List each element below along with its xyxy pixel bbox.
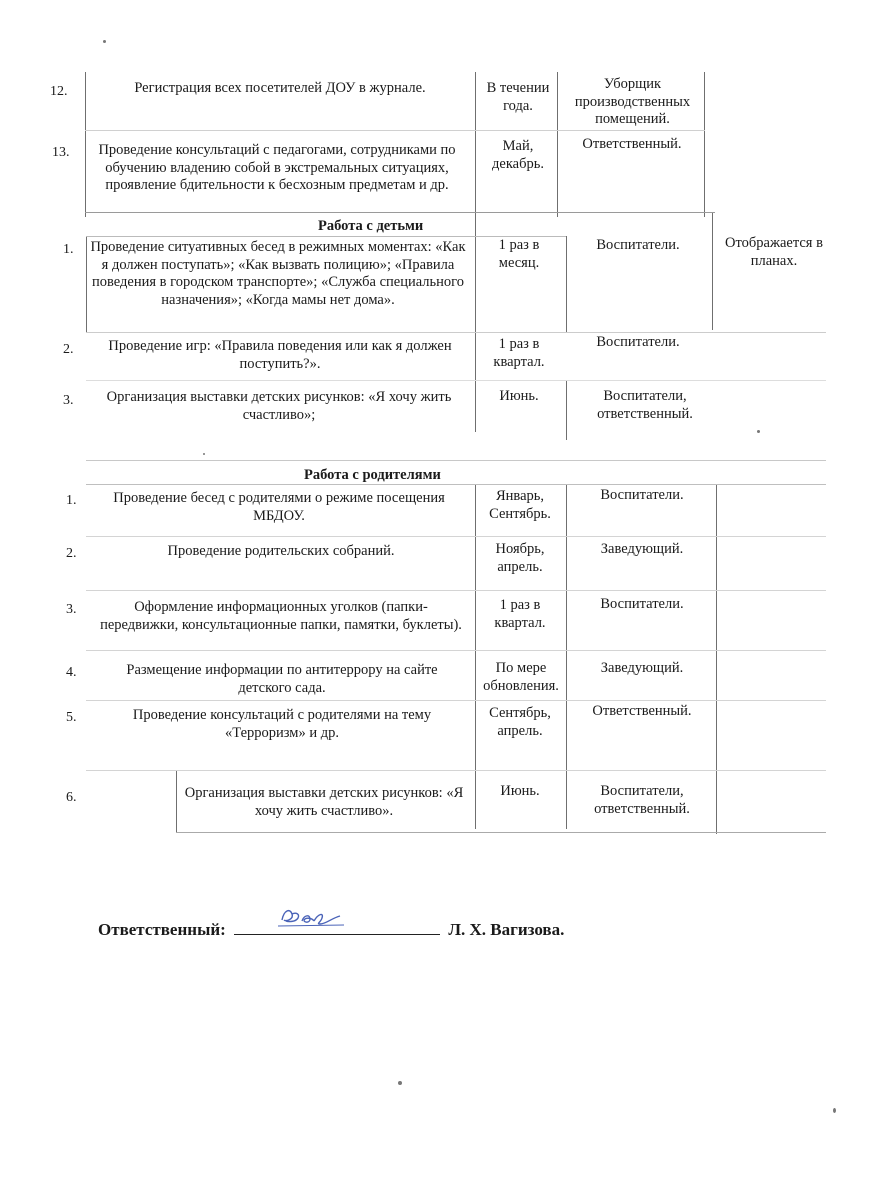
- responsible-cell: Воспитатели.: [600, 487, 684, 503]
- note-cell: Отображается в планах.: [725, 235, 823, 269]
- grid-line: [86, 460, 826, 461]
- row-number: 4.: [66, 665, 77, 680]
- row-number: 2.: [63, 342, 74, 357]
- term-cell: Май, декабрь.: [492, 138, 544, 172]
- event-cell: Организация выставки детских рисунков: «Я хочу жить счастливо».: [184, 785, 464, 819]
- grid-line: [557, 72, 558, 217]
- term-cell: Июнь.: [499, 388, 539, 404]
- event-cell: Проведение консультаций с педагогами, сотрудниками по обучению владению собой в экстремальных ситуациях, проявление бдительности к бесхозным предметам и др.: [98, 142, 456, 193]
- grid-line: [86, 236, 87, 332]
- event-cell: Организация выставки детских рисунков: «Я хочу жить счастливо»;: [106, 389, 452, 423]
- grid-line: [85, 212, 715, 213]
- grid-line: [712, 212, 713, 330]
- term-cell: Январь, Сентябрь.: [489, 488, 551, 522]
- responsible-cell: Ответственный.: [592, 703, 692, 719]
- signature-row: [98, 918, 564, 940]
- responsible-cell: Воспитатели.: [596, 237, 680, 253]
- grid-line: [475, 72, 476, 432]
- section-title: Работа с детьми: [318, 218, 424, 234]
- grid-line: [86, 536, 826, 537]
- responsible-cell: Воспитатели, ответственный.: [597, 388, 693, 422]
- row-number: 1.: [63, 242, 74, 257]
- term-cell: 1 раз в месяц.: [498, 237, 540, 271]
- responsible-cell: Заведующий.: [600, 660, 684, 676]
- grid-line: [86, 484, 826, 485]
- row-number: 3.: [66, 602, 77, 617]
- scan-speck: [203, 453, 205, 455]
- event-cell: Проведение бесед с родителями о режиме посещения МБДОУ.: [113, 490, 445, 524]
- term-cell: Сентябрь, апрель.: [489, 705, 551, 739]
- grid-line: [566, 380, 567, 440]
- signature-name: Л. Х. Вагизова.: [448, 920, 565, 939]
- term-cell: 1 раз в квартал.: [494, 597, 546, 631]
- grid-line: [86, 380, 826, 381]
- responsible-cell: Воспитатели, ответственный.: [594, 783, 690, 817]
- scan-speck: [757, 430, 760, 433]
- grid-line: [86, 650, 826, 651]
- section-title: Работа с родителями: [304, 467, 441, 483]
- responsible-cell: Уборщик производственных помещений.: [574, 76, 691, 127]
- scan-speck: [833, 1108, 836, 1113]
- grid-line: [86, 770, 826, 771]
- scan-speck: [398, 1081, 402, 1085]
- row-number: 6.: [66, 790, 77, 805]
- event-cell: Проведение консультаций с родителями на тему «Терроризм» и др.: [132, 707, 432, 741]
- responsible-cell: Воспитатели.: [596, 334, 680, 350]
- row-number: 13.: [52, 145, 70, 160]
- grid-line: [85, 130, 705, 131]
- event-cell: Проведение родительских собраний.: [167, 543, 395, 559]
- handwritten-signature-icon: [276, 904, 346, 930]
- signature-label: Ответственный:: [98, 920, 226, 939]
- scan-speck: [103, 40, 106, 43]
- grid-line: [86, 590, 826, 591]
- row-number: 2.: [66, 546, 77, 561]
- term-cell: Ноябрь, апрель.: [495, 541, 545, 575]
- term-cell: Июнь.: [500, 783, 540, 799]
- row-number: 1.: [66, 493, 77, 508]
- term-cell: В течении года.: [486, 80, 550, 114]
- event-cell: Оформление информационных уголков (папки-передвижки, консультационные папки, памятки, буклеты).: [100, 599, 462, 633]
- responsible-cell: Ответственный.: [582, 136, 682, 152]
- grid-line: [86, 700, 826, 701]
- grid-line: [176, 832, 826, 833]
- term-cell: 1 раз в квартал.: [493, 336, 545, 370]
- responsible-cell: Заведующий.: [600, 541, 684, 557]
- row-number: 12.: [50, 84, 68, 99]
- responsible-cell: Воспитатели.: [600, 596, 684, 612]
- grid-line: [566, 236, 567, 332]
- event-cell: Проведение ситуативных бесед в режимных моментах: «Как я должен поступать»; «Как вызвать полицию»; «Правила поведения в городском транспорте»; «Служба специального назначения»; «Когда мамы нет дома».: [90, 239, 466, 308]
- event-cell: Регистрация всех посетителей ДОУ в журнале.: [134, 80, 426, 96]
- event-cell: Размещение информации по антитеррору на сайте детского сада.: [126, 662, 438, 696]
- row-number: 3.: [63, 393, 74, 408]
- grid-line: [86, 332, 826, 333]
- signature-line: [234, 918, 440, 935]
- event-cell: Проведение игр: «Правила поведения или как я должен поступить?».: [108, 338, 452, 372]
- grid-line: [176, 770, 177, 832]
- row-number: 5.: [66, 710, 77, 725]
- term-cell: По мере обновления.: [483, 660, 559, 694]
